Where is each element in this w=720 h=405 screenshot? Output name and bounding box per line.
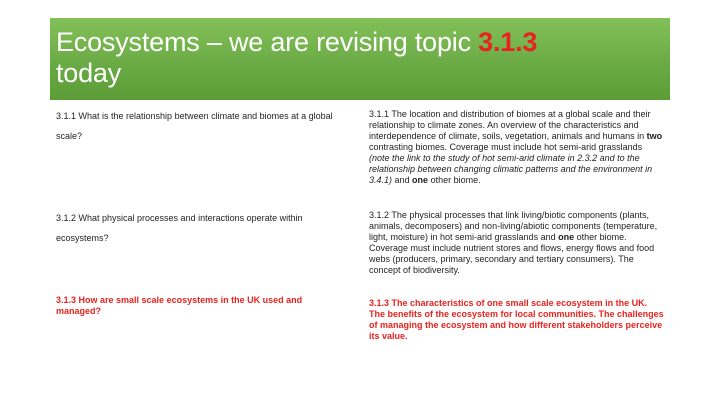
spec-3-1-2 (369, 210, 665, 276)
spec-3-1-1-part2: contrasting biomes. Coverage must include hot semi-arid grasslands (369, 142, 643, 152)
spec-3-1-1-italic: (note the link to the study of hot semi-arid climate in 2.3.2 and to the relationship between changing climatic patterns and the environment in 3.4.1) (369, 153, 653, 185)
spec-3-1-1-part4: other biome. (428, 175, 481, 185)
spec-3-1-1-bold2: one (412, 175, 429, 185)
spec-3-1-1-part1: 3.1.1 The location and distribution of biomes at a global scale and their relationship to climate zones. An overview of the characteristics and interdependence of climate, soils, vegetation, animals and humans in (369, 109, 651, 141)
question-3-1-2: 3.1.2 What physical processes and interactions operate within ecosystems? (56, 213, 303, 243)
question-3-1-1: 3.1.1 What is the relationship between climate and biomes at a global scale? (56, 111, 333, 141)
title-main-text: Ecosystems – we are revising topic (56, 27, 479, 57)
spec-3-1-2-part1: 3.1.2 The physical processes that link living/biotic components (plants, animals, decomposers) and non-living/abiotic components (temperature, light, moisture) in hot semi-arid grasslands and (369, 210, 658, 242)
spec-3-1-1 (369, 109, 665, 186)
spec-3-1-1-part3: and (392, 175, 413, 185)
spec-3-1-2-part2: other biome. Coverage must include nutrient stores and flows, energy flows and food webs (producers, primary, secondary and tertiary consumers). The concept of biodiversity. (369, 232, 655, 275)
title-banner (50, 18, 670, 100)
spec-3-1-1-bold1: two (646, 131, 663, 141)
title-topic-number: 3.1.3 (478, 27, 538, 57)
title-end-text: today (56, 58, 122, 88)
question-3-1-3: 3.1.3 How are small scale ecosystems in the UK used and managed? (56, 295, 303, 316)
slide-title (56, 27, 664, 89)
spec-3-1-2-bold1: one (558, 232, 575, 242)
spec-3-1-3: 3.1.3 The characteristics of one small scale ecosystem in the UK. The benefits of the ecosystem for local communities. The challenges of managing the ecosystem and how different stakeholders perceive its value. (369, 298, 664, 341)
